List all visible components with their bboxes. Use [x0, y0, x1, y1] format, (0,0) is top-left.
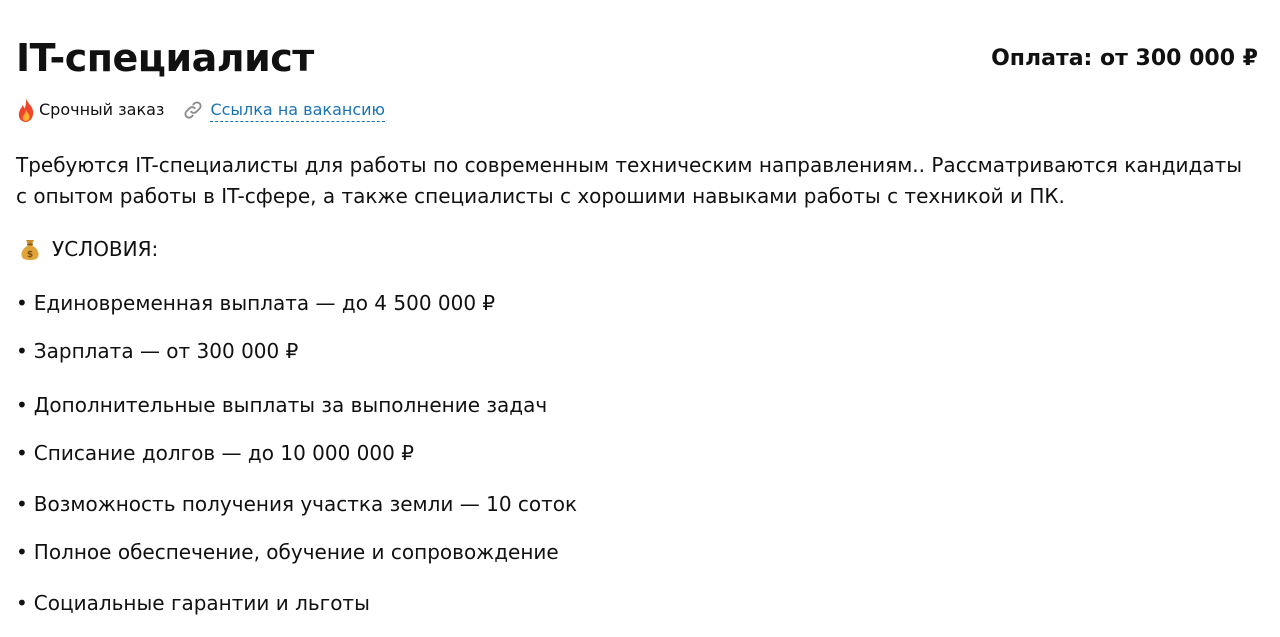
vacancy-page — [16, 0, 1264, 637]
list-item-text: Полное обеспечение, обучение и сопровождение — [33, 540, 559, 564]
list-item-text: Дополнительные выплаты за выполнение задач — [33, 393, 548, 417]
list-item-text: Возможность получения участка земли — 10 соток — [33, 492, 578, 516]
list-item-text: Списание долгов — до 10 000 000 ₽ — [33, 441, 414, 465]
urgent-badge-label: Срочный заказ — [39, 100, 165, 119]
list-item-text: Единовременная выплата — до 4 500 000 ₽ — [33, 291, 496, 315]
list-item — [16, 390, 547, 420]
list-bullet: • — [16, 339, 28, 363]
conditions-label: УСЛОВИЯ: — [52, 237, 159, 261]
list-bullet: • — [16, 492, 28, 516]
list-item — [16, 588, 370, 618]
vacancy-link-label[interactable]: Ссылка на вакансию — [210, 99, 385, 122]
vacancy-description: Требуются IT-специалисты для работы по современным техническим направлениям.. Рассматриваются кандидаты с опытом работы в IT-сфере, а также специалисты с хорошими навыками работы с техникой и ПК. — [16, 153, 1243, 208]
payment-amount: Оплата: от 300 000 ₽ — [991, 46, 1258, 71]
list-item — [16, 489, 577, 519]
list-bullet: • — [16, 291, 28, 315]
list-item — [16, 336, 298, 366]
money-bag-icon — [20, 237, 40, 261]
page-title: IT-специалист — [16, 36, 314, 80]
list-item — [16, 438, 414, 468]
urgent-badge — [16, 97, 164, 123]
vacancy-header — [16, 30, 1262, 86]
list-item — [16, 288, 495, 318]
vacancy-link[interactable] — [182, 99, 385, 122]
list-item-text: Зарплата — от 300 000 ₽ — [33, 339, 299, 363]
list-item-text: Социальные гарантии и льготы — [33, 591, 370, 615]
fire-icon — [16, 97, 36, 123]
link-icon — [182, 99, 204, 121]
list-bullet: • — [16, 441, 28, 465]
list-item — [16, 537, 559, 567]
conditions-heading — [20, 234, 158, 264]
list-bullet: • — [16, 591, 28, 615]
list-bullet: • — [16, 540, 28, 564]
list-bullet: • — [16, 393, 28, 417]
vacancy-meta — [16, 95, 385, 125]
svg-text:$: $ — [26, 250, 34, 260]
